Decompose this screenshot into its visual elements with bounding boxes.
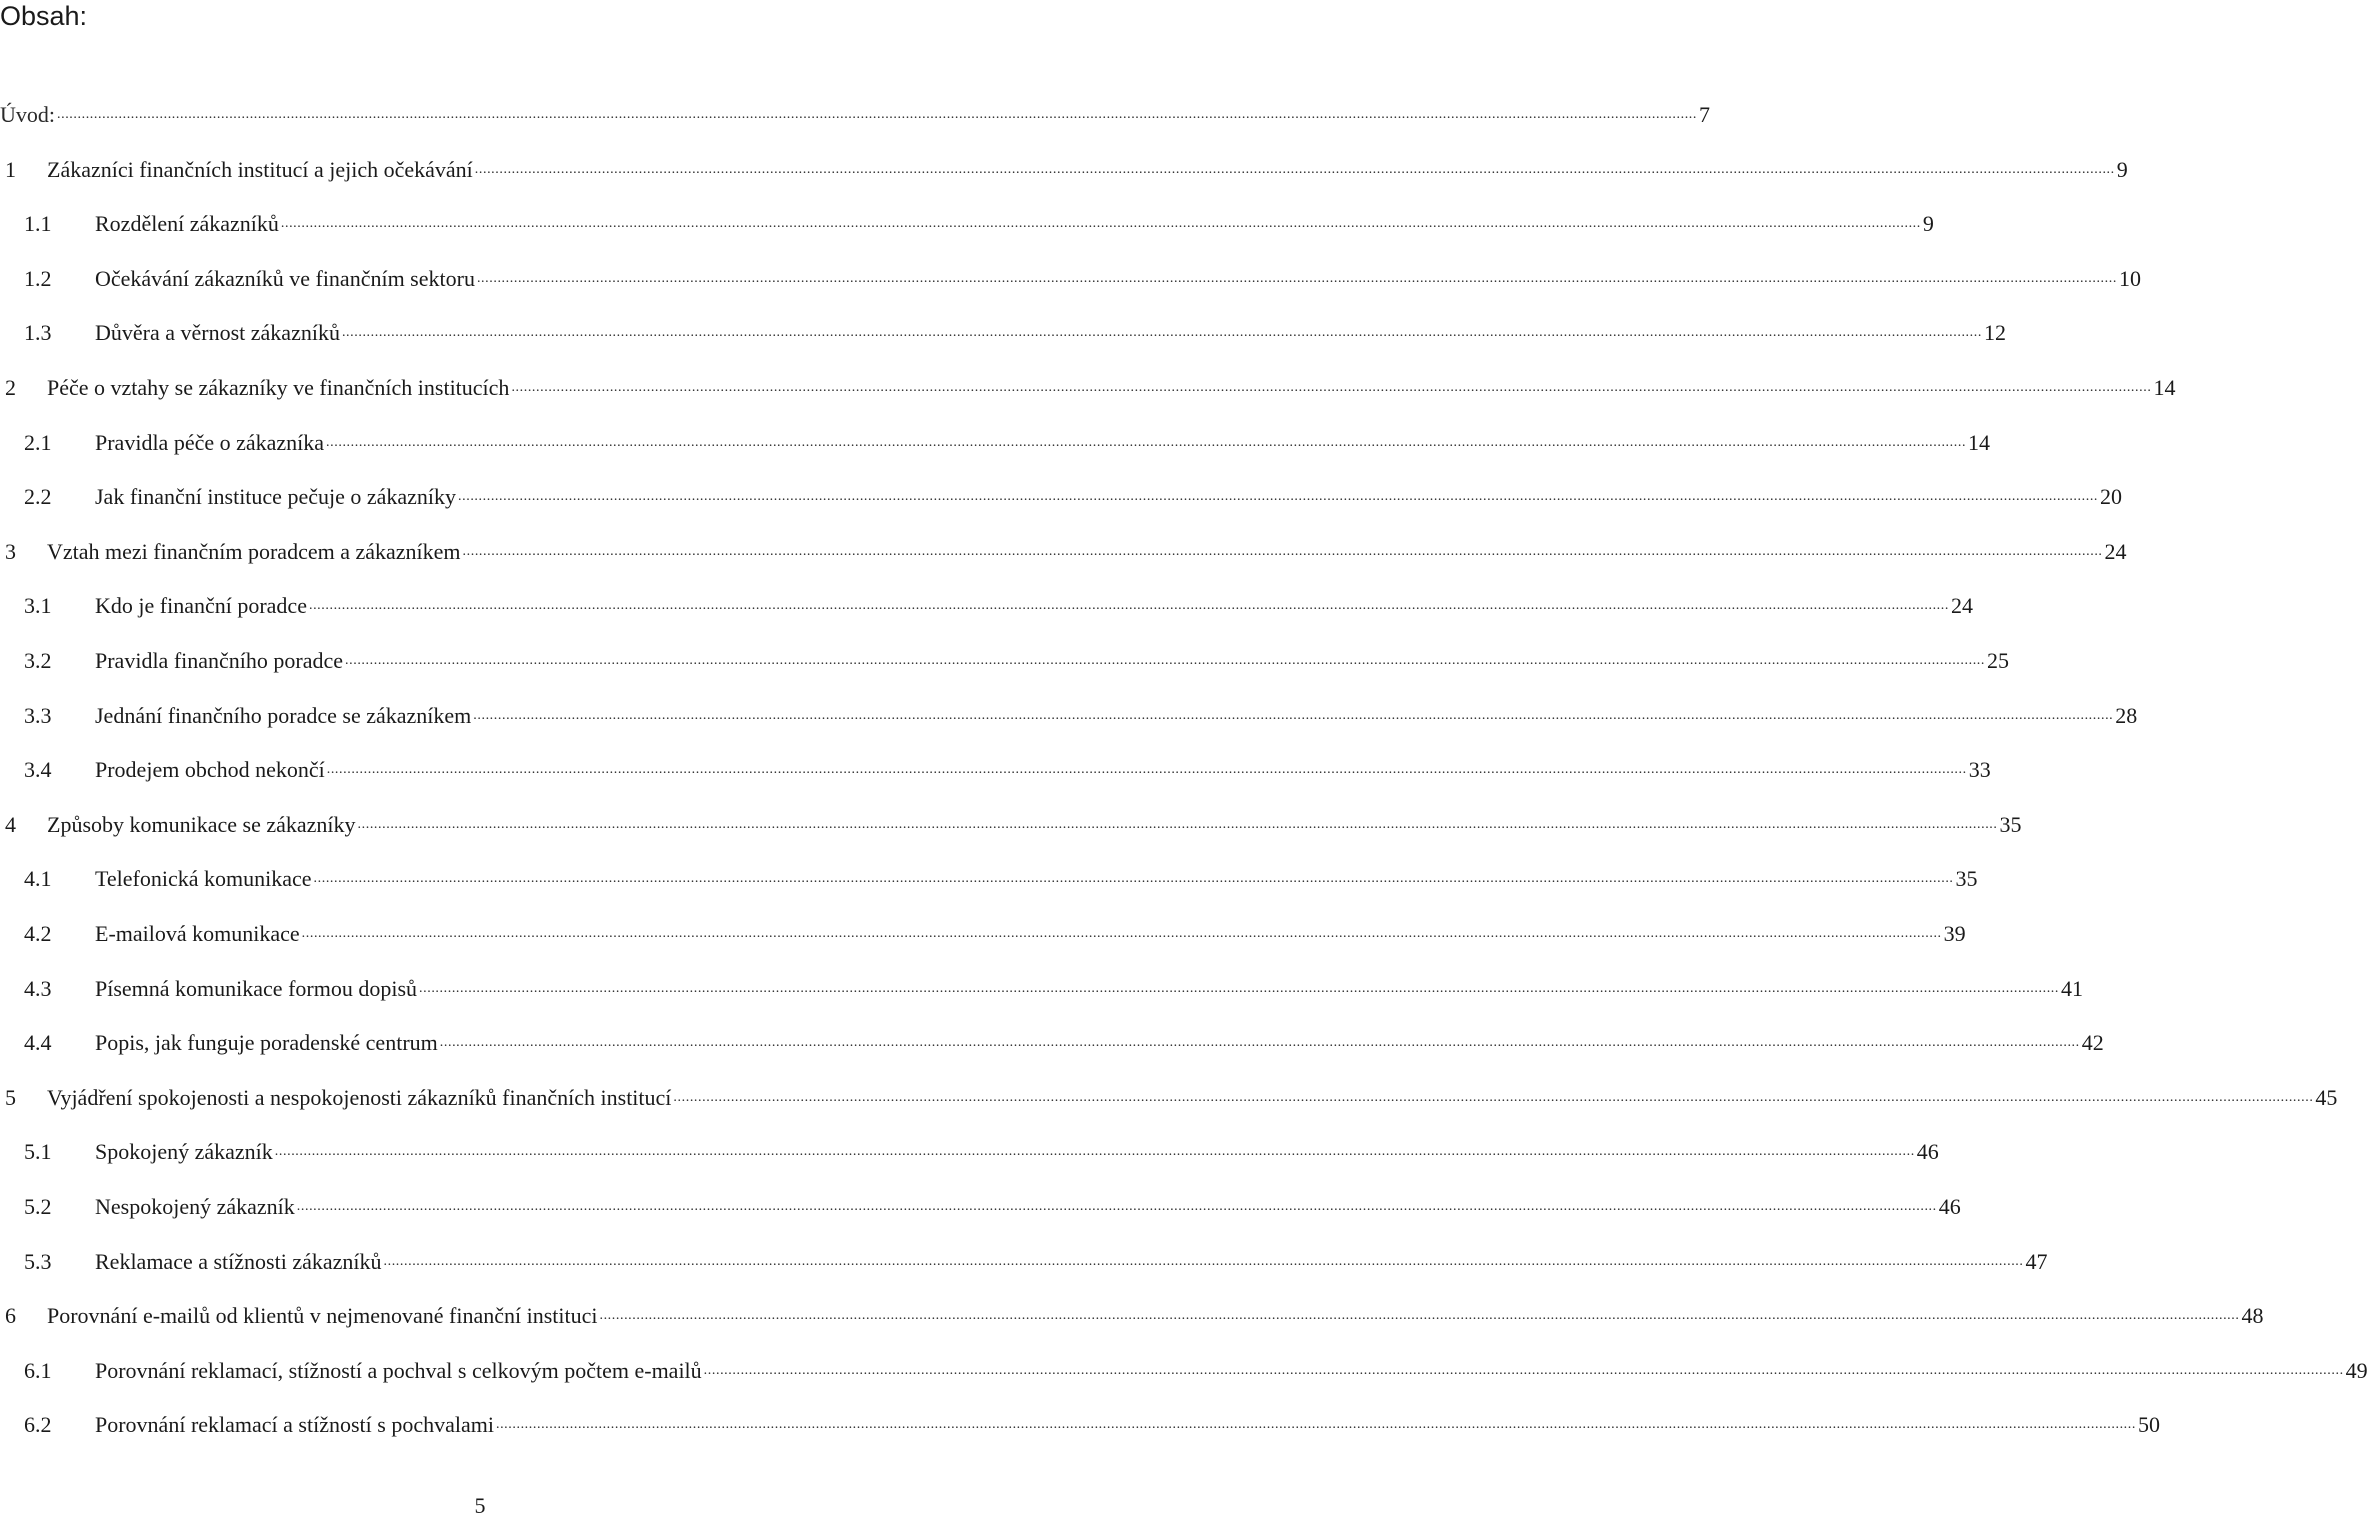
toc-entry-number: 4.2 (24, 921, 52, 946)
toc-entry-title: Písemná komunikace formou dopisů (95, 975, 418, 1001)
toc-entry-page: 46 (1916, 1139, 1939, 1165)
dot-leader: ................................................................................................................................................................................................................................................................................................................................................................................................................ (280, 216, 1921, 232)
toc-entry-page: 9 (2116, 156, 2128, 182)
toc-entry-page: 47 (2025, 1248, 2048, 1274)
toc-entry[interactable] (0, 428, 1991, 458)
toc-entry-line (95, 1192, 1961, 1222)
toc-entry-page: 25 (1987, 648, 2010, 673)
toc-entry-line (95, 428, 1991, 458)
toc-entry-line (95, 318, 2006, 348)
toc-entry-page: 50 (2137, 1412, 2160, 1438)
page-number: 5 (474, 1493, 486, 1518)
toc-entry-title: Úvod: (0, 102, 55, 127)
toc-entry-title: Prodejem obchod nekončí (95, 757, 325, 783)
toc-entry-line (95, 701, 2138, 731)
toc-entry-title: Pravidla péče o zákazníka (95, 429, 325, 455)
dot-leader: ................................................................................................................................................................................................................................................................................................................................................................................................................ (462, 543, 2103, 559)
toc-entry-page: 20 (2100, 484, 2123, 510)
toc-entry-line (95, 864, 1978, 894)
toc-entry-title: Způsoby komunikace se zákazníky (47, 811, 356, 837)
toc-entry-number: 4 (5, 811, 16, 837)
toc-entry[interactable] (0, 318, 2006, 348)
toc-entry-page: 10 (2118, 265, 2141, 291)
toc-entry[interactable] (0, 1301, 2264, 1331)
page-title: Obsah: (0, 1, 88, 31)
dot-leader: ................................................................................................................................................................................................................................................................................................................................................................................................................ (511, 380, 2152, 395)
toc-entry-number: 3.3 (24, 702, 52, 728)
toc-entry-page: 35 (1955, 866, 1978, 892)
toc-entry[interactable] (0, 810, 2022, 840)
dot-leader: ................................................................................................................................................................................................................................................................................................................................................................................................................ (326, 762, 1967, 778)
toc-entry-line (95, 209, 1934, 239)
toc-entry[interactable] (0, 974, 2084, 1004)
toc-entry-number: 5 (5, 1084, 16, 1110)
dot-leader: ................................................................................................................................................................................................................................................................................................................................................................................................................ (458, 489, 2099, 505)
toc-entry[interactable] (0, 537, 2127, 567)
dot-leader: ................................................................................................................................................................................................................................................................................................................................................................................................................ (345, 653, 1986, 668)
dot-leader: ................................................................................................................................................................................................................................................................................................................................................................................................................ (57, 107, 1697, 122)
toc-entry-line (95, 264, 2141, 294)
toc-entry[interactable] (0, 209, 1934, 239)
toc-entry-line (95, 1410, 2160, 1440)
toc-entry-line (95, 646, 2010, 676)
toc-entry-page: 39 (1943, 921, 1966, 946)
dot-leader: ................................................................................................................................................................................................................................................................................................................................................................................................................ (308, 598, 1949, 614)
toc-entry[interactable] (0, 1410, 2160, 1440)
dot-leader: ................................................................................................................................................................................................................................................................................................................................................................................................................ (357, 816, 1998, 832)
toc-entry[interactable] (0, 591, 1973, 621)
toc-entry-title: Vyjádření spokojenosti a nespokojenosti zákazníků finančních institucí (47, 1084, 672, 1110)
toc-entry-title: Nespokojený zákazník (95, 1194, 295, 1219)
toc-entry-line (0, 100, 1710, 130)
toc-entry-title: Porovnání e-mailů od klientů v nejmenované finanční instituci (47, 1303, 598, 1329)
dot-leader: ................................................................................................................................................................................................................................................................................................................................................................................................................ (599, 1308, 2240, 1324)
dot-leader: ................................................................................................................................................................................................................................................................................................................................................................................................................ (274, 1144, 1915, 1160)
toc-entry-line (47, 1301, 2264, 1331)
toc-entry-page: 45 (2315, 1084, 2338, 1110)
toc-entry-line (95, 591, 1973, 621)
toc-entry-title: Pravidla finančního poradce (95, 648, 344, 673)
toc-entry-page: 49 (2345, 1357, 2368, 1383)
dot-leader: ................................................................................................................................................................................................................................................................................................................................................................................................................ (313, 871, 1954, 887)
toc-entry[interactable] (0, 1028, 2104, 1058)
toc-entry[interactable] (0, 755, 1991, 785)
toc-entry-number: 1.2 (24, 265, 52, 291)
toc-entry[interactable] (0, 264, 2141, 294)
toc-entry-line (95, 1137, 1939, 1167)
toc-entry-line (95, 755, 1991, 785)
dot-leader: ................................................................................................................................................................................................................................................................................................................................................................................................................ (301, 926, 1942, 941)
toc-entry-line (95, 1028, 2104, 1058)
toc-entry-number: 3.4 (24, 757, 52, 783)
toc-entry[interactable] (0, 701, 2138, 731)
dot-leader: ................................................................................................................................................................................................................................................................................................................................................................................................................ (473, 707, 2114, 723)
toc-entry-page: 42 (2081, 1030, 2104, 1056)
toc-entry-page: 35 (1999, 811, 2022, 837)
toc-entry-page: 48 (2241, 1303, 2264, 1329)
toc-entry-title: Péče o vztahy se zákazníky ve finančních institucích (47, 375, 510, 400)
dot-leader: ................................................................................................................................................................................................................................................................................................................................................................................................................ (419, 980, 2060, 996)
toc-entry-title: Zákazníci finančních institucí a jejich očekávání (47, 156, 473, 182)
toc-entry-number: 1.1 (24, 211, 52, 237)
toc-entry-number: 1 (5, 156, 16, 182)
toc-entry-number: 3.1 (24, 593, 52, 619)
toc-entry-page: 12 (1983, 320, 2006, 346)
toc-entry-page: 14 (2153, 375, 2176, 400)
toc-entry-title: Porovnání reklamací, stížností a pochval s celkovým počtem e-mailů (95, 1357, 702, 1383)
toc-entry-title: Očekávání zákazníků ve finančním sektoru (95, 265, 475, 291)
toc-entry-page: 14 (1968, 429, 1991, 455)
toc-entry[interactable] (0, 1083, 2338, 1113)
toc-entry-number: 2 (5, 375, 16, 400)
toc-entry-number: 2.2 (24, 484, 52, 510)
toc-entry-number: 5.2 (24, 1194, 52, 1219)
dot-leader: ................................................................................................................................................................................................................................................................................................................................................................................................................ (474, 161, 2115, 177)
dot-leader: ................................................................................................................................................................................................................................................................................................................................................................................................................ (383, 1253, 2024, 1269)
toc-entry-line (95, 1356, 2368, 1386)
toc-entry-line (47, 537, 2127, 567)
toc-entry-title: Jednání finančního poradce se zákazníkem (95, 702, 472, 728)
dot-leader: ................................................................................................................................................................................................................................................................................................................................................................................................................ (673, 1089, 2314, 1105)
toc-entry-line (47, 810, 2022, 840)
toc-entry-number: 3.2 (24, 648, 52, 673)
toc-entry-line (47, 1083, 2338, 1113)
toc-entry-title: Kdo je finanční poradce (95, 593, 307, 619)
toc-entry-title: Důvěra a věrnost zákazníků (95, 320, 340, 346)
toc-entry-number: 5.1 (24, 1139, 52, 1165)
toc-entry[interactable] (0, 1137, 1939, 1167)
toc-entry-line (47, 373, 2176, 403)
toc-entry[interactable] (0, 373, 2176, 403)
toc-entry[interactable] (0, 1247, 2048, 1277)
dot-leader: ................................................................................................................................................................................................................................................................................................................................................................................................................ (495, 1417, 2136, 1433)
toc-entry-number: 6 (5, 1303, 16, 1329)
toc-entry-title: Spokojený zákazník (95, 1139, 273, 1165)
dot-leader: ................................................................................................................................................................................................................................................................................................................................................................................................................ (296, 1199, 1937, 1214)
toc-entry[interactable] (0, 482, 2123, 512)
toc-entry-title: Vztah mezi finančním poradcem a zákazníkem (47, 538, 461, 564)
toc-entry[interactable] (0, 155, 2128, 185)
toc-entry[interactable] (0, 100, 1710, 130)
toc-entry-number: 4.4 (24, 1030, 52, 1056)
toc-entry-page: 33 (1968, 757, 1991, 783)
toc-entry-number: 3 (5, 538, 16, 564)
toc-entry[interactable] (0, 864, 1978, 894)
toc-entry-page: 46 (1938, 1194, 1961, 1219)
toc-entry-title: Telefonická komunikace (95, 866, 312, 892)
toc-entry-title: E-mailová komunikace (95, 921, 300, 946)
toc-entry[interactable] (0, 646, 2010, 676)
toc-entry-title: Reklamace a stížnosti zákazníků (95, 1248, 382, 1274)
toc-entry-line (95, 482, 2123, 512)
toc-entry-number: 1.3 (24, 320, 52, 346)
toc-entry-page: 28 (2115, 702, 2138, 728)
toc-entry-page: 41 (2061, 975, 2084, 1001)
dot-leader: ................................................................................................................................................................................................................................................................................................................................................................................................................ (326, 434, 1967, 450)
toc-entry-line (95, 974, 2084, 1004)
toc-entry[interactable] (0, 1192, 1961, 1222)
toc-entry-page: 7 (1699, 102, 1710, 127)
dot-leader: ................................................................................................................................................................................................................................................................................................................................................................................................................ (439, 1035, 2080, 1051)
toc-entry-number: 6.2 (24, 1412, 52, 1438)
toc-entry-title: Popis, jak funguje poradenské centrum (95, 1030, 438, 1056)
toc-entry[interactable] (0, 919, 1966, 949)
toc-entry-line (47, 155, 2128, 185)
toc-entry-number: 4.3 (24, 975, 52, 1001)
toc-entry-number: 2.1 (24, 429, 52, 455)
toc-entry-number: 5.3 (24, 1248, 52, 1274)
toc-entry-title: Rozdělení zákazníků (95, 211, 279, 237)
dot-leader: ................................................................................................................................................................................................................................................................................................................................................................................................................ (341, 325, 1982, 341)
toc-entry-number: 4.1 (24, 866, 52, 892)
toc-entry-page: 24 (1950, 593, 1973, 619)
toc-entry[interactable] (0, 1356, 2368, 1386)
dot-leader: ................................................................................................................................................................................................................................................................................................................................................................................................................ (703, 1362, 2344, 1378)
dot-leader: ................................................................................................................................................................................................................................................................................................................................................................................................................ (476, 270, 2117, 286)
toc-entry-title: Jak finanční instituce pečuje o zákazníky (95, 484, 457, 510)
toc-entry-line (95, 1247, 2048, 1277)
toc-entry-number: 6.1 (24, 1357, 52, 1383)
toc-entry-title: Porovnání reklamací a stížností s pochvalami (95, 1412, 494, 1438)
toc-entry-page: 9 (1922, 211, 1934, 237)
toc-entry-page: 24 (2104, 538, 2127, 564)
toc-entry-line (95, 919, 1966, 949)
